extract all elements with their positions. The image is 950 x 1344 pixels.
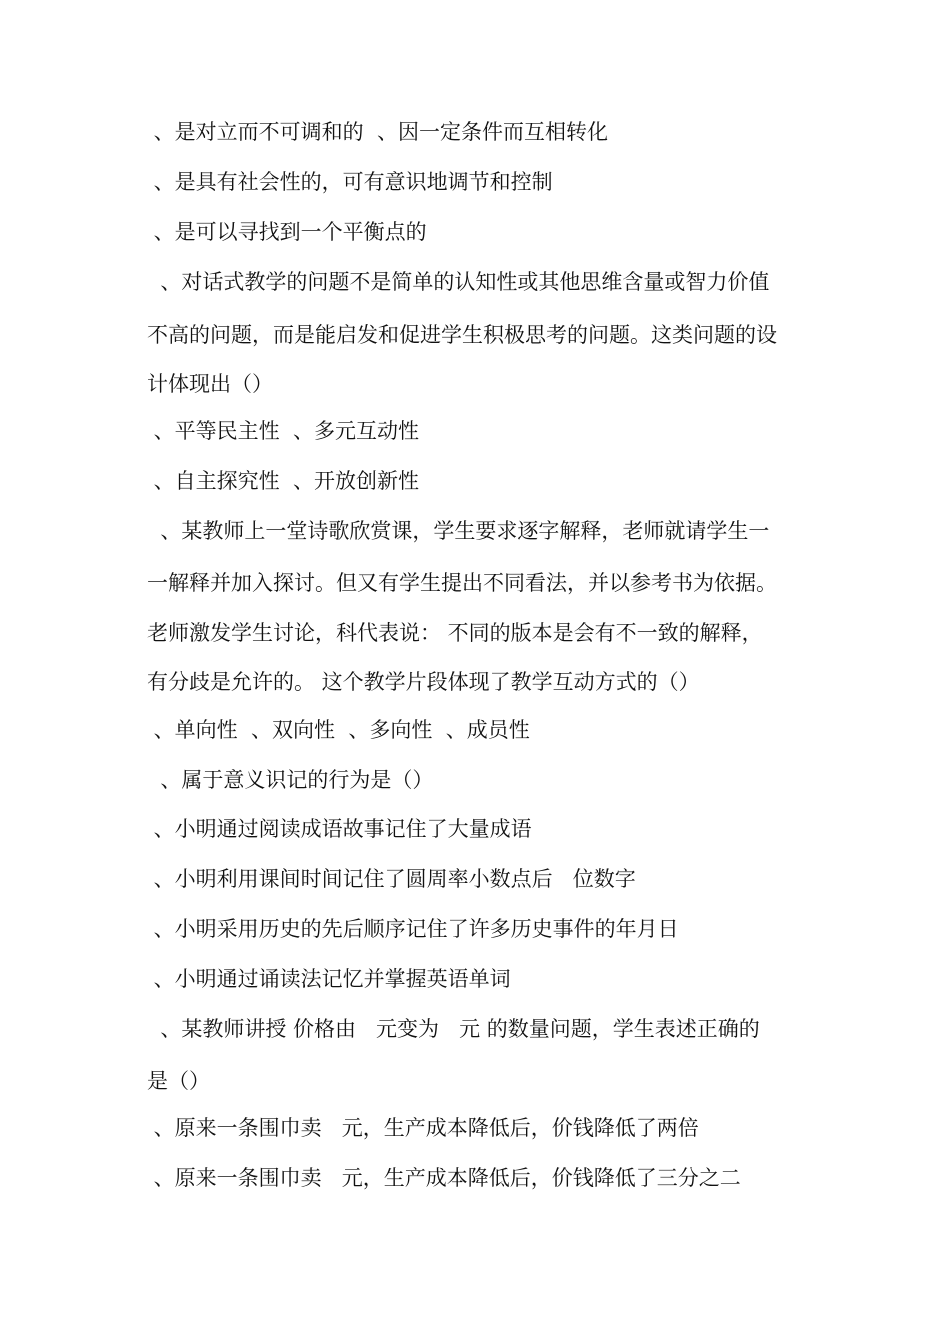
option-line: 、小明通过诵读法记忆并掌握英语单词 [147,967,511,991]
question-line: 有分歧是允许的。 这个教学片段体现了教学互动方式的（） [147,670,700,694]
option-line: 、原来一条围巾卖 元，生产成本降低后，价钱降低了两倍 [147,1116,699,1140]
option-line: 、小明采用历史的先后顺序记住了许多历史事件的年月日 [147,917,679,941]
option-line: 、是对立而不可调和的 、因一定条件而互相转化 [147,120,609,144]
question-line: 是（） [147,1069,210,1093]
question-line: 不高的问题，而是能启发和促进学生积极思考的问题。这类问题的设 [147,323,777,347]
option-line: 、是具有社会性的，可有意识地调节和控制 [147,170,553,194]
option-line: 、自主探究性 、开放创新性 [147,469,420,493]
option-line: 、小明利用课间时间记住了圆周率小数点后 位数字 [147,867,636,891]
option-line: 、是可以寻找到一个平衡点的 [147,220,427,244]
question-line: 一解释并加入探讨。但又有学生提出不同看法，并以参考书为依据。 [147,571,777,595]
question-line: 老师激发学生讨论，科代表说： 不同的版本是会有不一致的解释， [147,621,763,645]
question-line: 、对话式教学的问题不是简单的认知性或其他思维含量或智力价值 [147,270,770,294]
option-line: 、原来一条围巾卖 元，生产成本降低后，价钱降低了三分之二 [147,1166,741,1190]
question-line: 、属于意义识记的行为是（） [147,768,434,792]
option-line: 、平等民主性 、多元互动性 [147,419,420,443]
option-line: 、小明通过阅读成语故事记住了大量成语 [147,817,532,841]
question-line: 、某教师上一堂诗歌欣赏课，学生要求逐字解释，老师就请学生一 [147,519,770,543]
question-line: 、某教师讲授 价格由 元变为 元 的数量问题，学生表述正确的 [147,1017,760,1041]
option-line: 、单向性 、双向性 、多向性 、成员性 [147,718,530,742]
question-line: 计体现出（） [147,372,273,396]
